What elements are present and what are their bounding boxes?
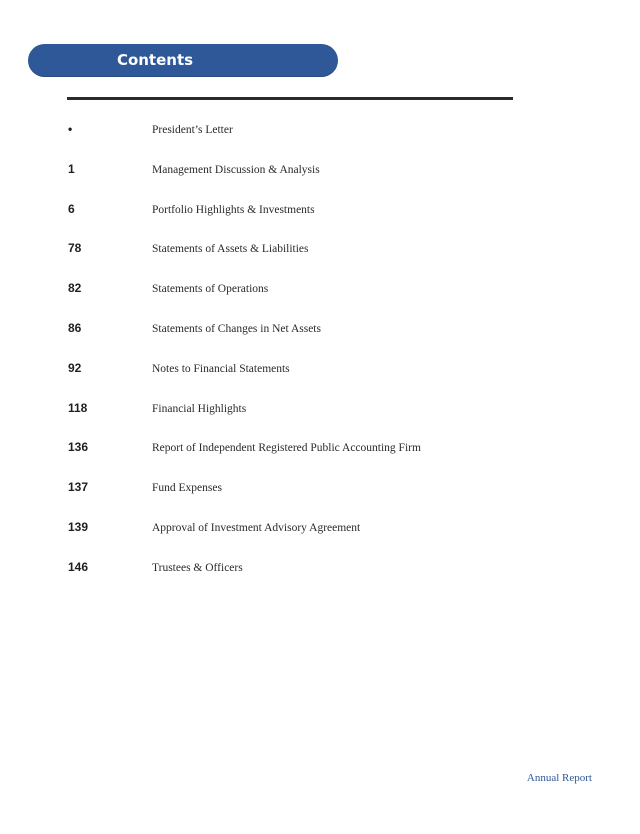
toc-entry-title: Trustees & Officers bbox=[152, 561, 243, 574]
toc-page-number: 6 bbox=[68, 201, 75, 216]
toc-entry-title: Fund Expenses bbox=[152, 482, 222, 495]
toc-entry-title: President’s Letter bbox=[152, 124, 233, 136]
toc-page-number: 1 bbox=[68, 161, 75, 176]
toc-entry[interactable] bbox=[0, 201, 640, 241]
toc-entry[interactable] bbox=[0, 161, 640, 201]
table-of-contents bbox=[0, 121, 640, 599]
toc-page-number: 146 bbox=[68, 559, 89, 574]
toc-entry[interactable] bbox=[0, 559, 640, 599]
toc-entry-title: Statements of Operations bbox=[152, 283, 269, 296]
page-title: Contents bbox=[116, 51, 194, 69]
toc-page-number: 92 bbox=[68, 360, 82, 375]
footer-label: Annual Report bbox=[526, 772, 592, 784]
toc-page-number: 78 bbox=[68, 241, 82, 256]
toc-page-number: 137 bbox=[68, 480, 89, 495]
toc-page-number: 139 bbox=[68, 519, 89, 534]
toc-entry-title: Notes to Financial Statements bbox=[152, 362, 290, 375]
toc-entry[interactable] bbox=[0, 400, 640, 440]
toc-entry-title: Management Discussion & Analysis bbox=[152, 163, 320, 176]
toc-entry-title: Financial Highlights bbox=[152, 402, 247, 415]
toc-page-number: 86 bbox=[68, 320, 82, 335]
toc-entry-title: Approval of Investment Advisory Agreement bbox=[152, 521, 361, 534]
contents-header-banner bbox=[28, 44, 338, 77]
toc-entry[interactable] bbox=[0, 519, 640, 559]
header-divider bbox=[67, 97, 513, 100]
toc-entry[interactable] bbox=[0, 320, 640, 360]
toc-entry-title: Statements of Assets & Liabilities bbox=[152, 243, 309, 256]
toc-page-number: 136 bbox=[68, 440, 89, 455]
toc-entry[interactable] bbox=[0, 360, 640, 400]
toc-page-number: 82 bbox=[68, 281, 82, 296]
toc-entry[interactable] bbox=[0, 240, 640, 280]
toc-entry[interactable] bbox=[0, 280, 640, 320]
toc-entry-title: Report of Independent Registered Public Accounting Firm bbox=[152, 442, 421, 455]
toc-entry[interactable] bbox=[0, 121, 640, 161]
toc-entry-title: Portfolio Highlights & Investments bbox=[152, 203, 315, 216]
toc-page-number: • bbox=[68, 122, 73, 136]
toc-entry[interactable] bbox=[0, 479, 640, 519]
toc-page-number: 118 bbox=[68, 400, 88, 415]
toc-entry-title: Statements of Changes in Net Assets bbox=[152, 322, 321, 335]
toc-entry[interactable] bbox=[0, 439, 640, 479]
